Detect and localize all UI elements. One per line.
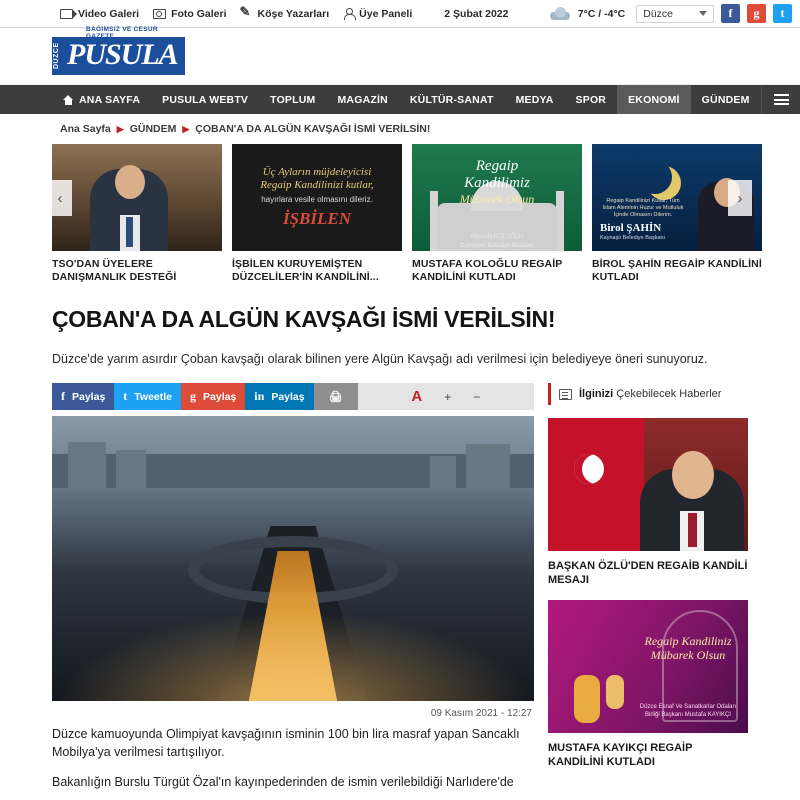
font-increase-button[interactable]: + bbox=[444, 389, 452, 404]
logo-tagline: BAĞIMSIZ VE CESUR GAZETE bbox=[86, 26, 158, 40]
twitter-icon[interactable]: t bbox=[773, 4, 792, 23]
facebook-icon[interactable]: f bbox=[721, 4, 740, 23]
printer-icon: 🖨 bbox=[328, 391, 343, 403]
slider-card-title: BİROL ŞAHİN REGAİP KANDİLİNİ KUTLADI bbox=[592, 258, 762, 283]
nav-item-magazin[interactable]: MAGAZİN bbox=[337, 93, 388, 106]
nav-item-ana-sayfa[interactable] bbox=[52, 85, 151, 114]
nav-item-pusula-webtv[interactable]: PUSULA WEBTV bbox=[162, 93, 249, 106]
sidebar-heading-bold: İlginizi bbox=[579, 388, 614, 400]
news-icon bbox=[559, 389, 572, 400]
breadcrumb bbox=[0, 114, 800, 144]
article-paragraph: Bakanlığın Burslu Türgüt Özal'ın kayınpederinden de ismin verilebildiği Narlıdere'de bbox=[52, 775, 514, 789]
thumb-overlay-line1: Regaip bbox=[475, 158, 519, 174]
user-icon bbox=[343, 8, 354, 20]
pen-icon bbox=[241, 8, 253, 20]
twitter-icon: t bbox=[123, 389, 128, 403]
top-link-label: Üye Paneli bbox=[359, 7, 413, 20]
related-thumbnail bbox=[548, 600, 748, 733]
article-header bbox=[52, 306, 748, 333]
video-icon bbox=[60, 9, 73, 19]
thumb-overlay-line1: Regaip Kandiliniz Mübarek Olsun bbox=[644, 634, 732, 662]
share-linkedin-button[interactable] bbox=[245, 383, 313, 410]
google-plus-icon: g bbox=[190, 389, 197, 403]
weather-temps: 7°C / -4°C bbox=[577, 7, 626, 20]
share-twitter-button[interactable] bbox=[114, 383, 181, 410]
sidebar-heading-rest: Çekebilecek Haberler bbox=[616, 388, 722, 400]
linkedin-icon: in bbox=[254, 389, 265, 403]
slider-thumbnail bbox=[412, 144, 582, 251]
thumb-overlay-line2: Regaip Kandilinizi kutlar, bbox=[260, 179, 374, 191]
thumb-overlay-brand: İŞBİLEN bbox=[282, 209, 352, 228]
article-hero-image bbox=[52, 416, 534, 701]
top-link-foto-galeri[interactable] bbox=[153, 8, 226, 20]
font-size-controls bbox=[358, 383, 534, 410]
thumb-overlay-brand: Birol ŞAHİN bbox=[600, 222, 662, 234]
thumb-overlay-line1: Üç Ayların müjdeleyicisi bbox=[262, 166, 372, 178]
thumb-overlay-line2: Mübarek Olsun bbox=[650, 648, 726, 662]
thumb-overlay-line3: hayırlara vesile olmasını dileriz. bbox=[261, 195, 373, 204]
featured-slider bbox=[52, 144, 762, 284]
thumb-overlay-brand: Mustafa KOLOĞLU bbox=[470, 234, 524, 240]
breadcrumb-item-home[interactable]: Ana Sayfa bbox=[60, 123, 111, 135]
top-right-group bbox=[550, 4, 792, 23]
thumb-overlay-line1: Regaip Kandilinizi Kutlar, Tüm İslam Aleminin Huzur ve Mutluluk İçinde Olmasını Dilerim. bbox=[602, 198, 684, 218]
menu-burger-icon[interactable] bbox=[761, 85, 800, 114]
thumb-overlay-sub: Cumayeri Belediye Başkanı bbox=[460, 243, 534, 249]
slider-card[interactable] bbox=[52, 144, 222, 284]
top-links bbox=[60, 8, 508, 20]
logo-wordmark: PUSULA bbox=[62, 37, 185, 75]
share-facebook-button[interactable] bbox=[52, 383, 114, 410]
site-logo[interactable] bbox=[52, 26, 185, 75]
current-date: 2 Şubat 2022 bbox=[444, 7, 509, 20]
sidebar-related bbox=[548, 383, 748, 800]
content-columns bbox=[52, 383, 748, 800]
facebook-icon: f bbox=[61, 389, 65, 403]
nav-item-gundem[interactable]: GÜNDEM bbox=[701, 93, 750, 106]
home-icon bbox=[63, 95, 74, 105]
nav-item-ekonomi[interactable]: EKONOMİ bbox=[617, 85, 691, 114]
top-link-label: Video Galeri bbox=[78, 7, 140, 20]
related-card-title: BAŞKAN ÖZLÜ'DEN REGAİB KANDİLİ MESAJI bbox=[548, 560, 748, 586]
top-link-kose-yazarlari[interactable] bbox=[241, 8, 330, 20]
page-title: ÇOBAN'A DA ALGÜN KAVŞAĞI İSMİ VERİLSİN! bbox=[52, 306, 556, 332]
slider-card[interactable] bbox=[412, 144, 582, 284]
sidebar-heading-text bbox=[579, 388, 721, 400]
thumb-overlay-line2: Kandilimiz bbox=[464, 175, 530, 191]
site-header bbox=[0, 28, 800, 85]
thumb-overlay-line3: Mübarek Olsun bbox=[459, 192, 535, 206]
city-select[interactable] bbox=[636, 5, 714, 23]
top-link-uye-paneli[interactable] bbox=[343, 8, 412, 20]
breadcrumb-item-current: ÇOBAN'A DA ALGÜN KAVŞAĞI İSMİ VERİLSİN! bbox=[195, 123, 431, 135]
slider-card-title: TSO'DAN ÜYELERE DANIŞMANLIK DESTEĞİ bbox=[52, 258, 177, 283]
slider-card[interactable] bbox=[232, 144, 402, 284]
share-toolbar bbox=[52, 383, 534, 410]
article-paragraph: Düzce kamuoyunda Olimpiyat kavşağının isminin 100 bin lira masraf yapan Sancaklı Mobilya'ya verilmesi tartışılıyor. bbox=[52, 727, 520, 759]
slider-card-title: MUSTAFA KOLOĞLU REGAİP KANDİLİNİ KUTLADI bbox=[412, 258, 563, 283]
font-decrease-button[interactable]: − bbox=[473, 389, 481, 404]
share-googleplus-button[interactable] bbox=[181, 383, 245, 410]
related-card-title: MUSTAFA KAYIKÇI REGAİP KANDİLİNİ KUTLADI bbox=[548, 742, 693, 768]
related-thumbnail bbox=[548, 418, 748, 551]
photo-icon bbox=[153, 9, 166, 19]
top-link-video-galeri[interactable] bbox=[60, 8, 139, 20]
print-button[interactable] bbox=[314, 383, 358, 410]
related-card[interactable] bbox=[548, 418, 748, 587]
city-select-value: Düzce bbox=[643, 7, 673, 20]
nav-label: ANA SAYFA bbox=[79, 93, 141, 106]
top-link-label: Foto Galeri bbox=[171, 7, 227, 20]
top-utility-bar bbox=[0, 0, 800, 28]
article-column bbox=[52, 383, 534, 800]
logo-vertical-text: DÜZCE bbox=[52, 37, 62, 75]
cloud-icon bbox=[550, 7, 572, 20]
font-size-label: A bbox=[411, 388, 423, 405]
share-label: Tweetle bbox=[134, 390, 173, 403]
nav-item-kultur-sanat[interactable]: KÜLTÜR-SANAT bbox=[409, 93, 494, 106]
related-card[interactable] bbox=[548, 600, 748, 769]
main-navigation bbox=[0, 85, 800, 114]
breadcrumb-separator-icon: ▶ bbox=[116, 123, 124, 134]
share-label: Paylaş bbox=[203, 390, 237, 403]
slider-prev-button[interactable]: ‹ bbox=[48, 180, 72, 216]
share-label: Paylaş bbox=[271, 390, 305, 403]
sidebar-heading bbox=[548, 383, 748, 405]
chevron-down-icon bbox=[699, 11, 707, 16]
slider-next-button[interactable]: › bbox=[728, 180, 752, 216]
article-body bbox=[52, 725, 534, 791]
article-timestamp: 09 Kasım 2021 - 12:27 bbox=[430, 708, 532, 719]
slider-thumbnail bbox=[52, 144, 222, 251]
slider-thumbnail bbox=[232, 144, 402, 251]
top-link-label: Köşe Yazarları bbox=[257, 7, 330, 20]
weather-widget bbox=[550, 7, 626, 20]
thumb-overlay-sub: Kaynaşlı Belediye Başkanı bbox=[600, 235, 666, 241]
breadcrumb-item-category[interactable]: GÜNDEM bbox=[129, 123, 177, 135]
article-summary: Düzce'de yarım asırdır Çoban kavşağı olarak bilinen yere Algün Kavşağı adı verilmesi için belediyeye öneri sunuyoruz. bbox=[52, 352, 708, 366]
breadcrumb-separator-icon: ▶ bbox=[182, 123, 190, 134]
thumb-overlay-sub: Düzce Esnaf Ve Sanatkarlar Odaları Birliği Başkanı Mustafa KAYIKÇI bbox=[639, 704, 737, 718]
slider-card-title: İŞBİLEN KURUYEMİŞTEN DÜZCELİLER'İN KANDİLİNİ... bbox=[232, 258, 379, 283]
share-label: Paylaş bbox=[72, 390, 106, 403]
nav-item-spor[interactable]: SPOR bbox=[575, 93, 607, 106]
nav-item-medya[interactable]: MEDYA bbox=[515, 93, 554, 106]
google-plus-icon[interactable]: g bbox=[747, 4, 766, 23]
nav-item-toplum[interactable]: TOPLUM bbox=[270, 93, 316, 106]
